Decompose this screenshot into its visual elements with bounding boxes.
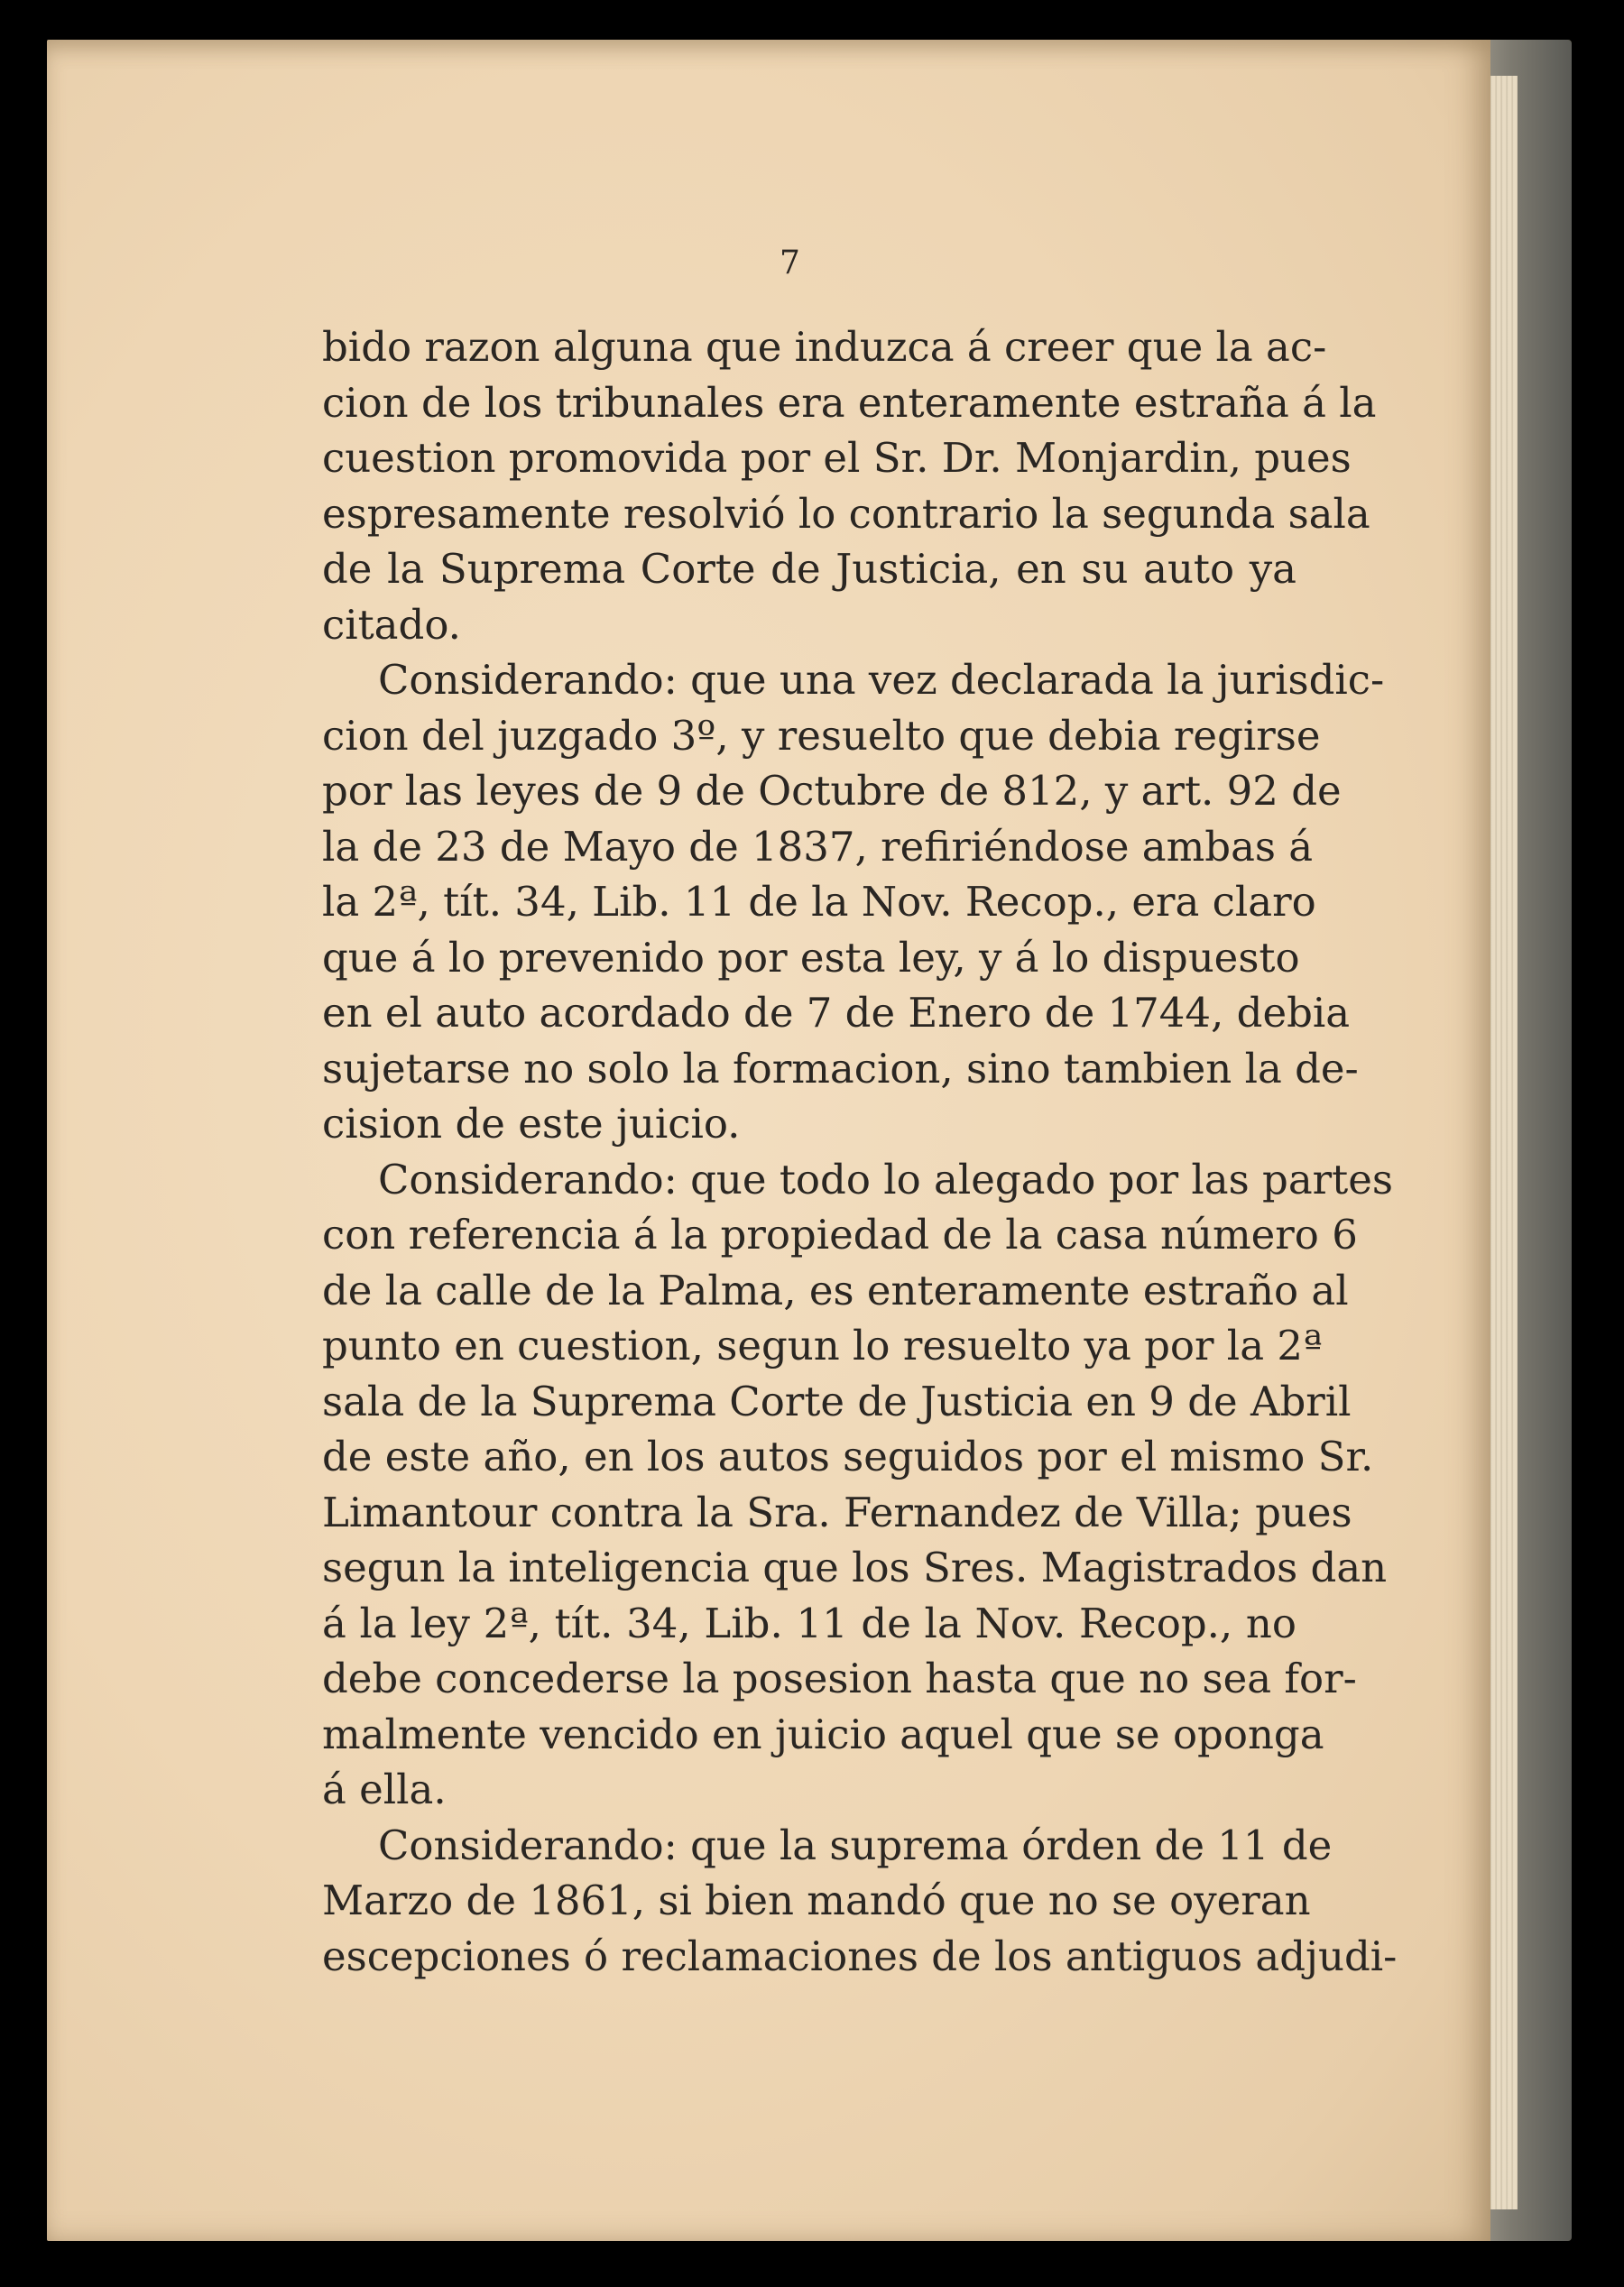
page-number: 7 [780, 244, 800, 281]
book-page [47, 40, 1490, 2241]
text-line: á la ley 2ª, tít. 34, Lib. 11 de la Nov. Recop., no [322, 1599, 1296, 1647]
text-line: segun la inteligencia que los Sres. Magistrados dan [322, 1544, 1388, 1591]
text-line: escepciones ó reclamaciones de los antiguos adjudi- [322, 1932, 1398, 1980]
text-line: cion de los tribunales era enteramente estraña á la [322, 378, 1377, 427]
text-line: en el auto acordado de 7 de Enero de 1744, debia [322, 989, 1351, 1037]
text-line: de la Suprema Corte de Justicia, en su auto ya [322, 545, 1296, 593]
text-line: malmente vencido en juicio aquel que se oponga [322, 1710, 1324, 1758]
text-line: que á lo prevenido por esta ley, y á lo dispuesto [322, 933, 1300, 982]
text-line: la 2ª, tít. 34, Lib. 11 de la Nov. Recop., era claro [322, 878, 1316, 926]
text-line: por las leyes de 9 de Octubre de 812, y art. 92 de [322, 767, 1342, 815]
book [47, 40, 1572, 2241]
text-line: á ella. [322, 1766, 447, 1813]
text-line: cision de este juicio. [322, 1100, 741, 1148]
body-text [322, 319, 1398, 1984]
text-line: de este año, en los autos seguidos por el mismo Sr. [322, 1433, 1374, 1480]
text-line: Marzo de 1861, si bien mandó que no se oyeran [322, 1877, 1311, 1924]
text-line: la de 23 de Mayo de 1837, refiriéndose ambas á [322, 822, 1314, 871]
text-line: con referencia á la propiedad de la casa número 6 [322, 1211, 1358, 1259]
text-line: espresamente resolvió lo contrario la segunda sala [322, 489, 1370, 538]
text-line: bido razon alguna que induzca á creer que la ac- [322, 323, 1327, 371]
paragraph-start: Considerando: que todo lo alegado por las partes [378, 1155, 1393, 1203]
text-line: punto en cuestion, segun lo resuelto ya por la 2ª [322, 1322, 1323, 1369]
text-line: debe concederse la posesion hasta que no sea for- [322, 1655, 1357, 1702]
text-line: de la calle de la Palma, es enteramente estraño al [322, 1266, 1349, 1314]
text-line: cion del juzgado 3º, y resuelto que debia regirse [322, 711, 1321, 760]
text-line: Limantour contra la Sra. Fernandez de Villa; pues [322, 1488, 1352, 1536]
paragraph-start: Considerando: que la suprema órden de 11 de [378, 1821, 1333, 1869]
text-line: sujetarse no solo la formacion, sino tambien la de- [322, 1044, 1359, 1093]
text-line: cuestion promovida por el Sr. Dr. Monjardin, pues [322, 434, 1352, 482]
text-line: sala de la Suprema Corte de Justicia en 9 de Abril [322, 1377, 1352, 1425]
text-line: citado. [322, 600, 461, 649]
paragraph-start: Considerando: que una vez declarada la jurisdic- [378, 656, 1385, 704]
